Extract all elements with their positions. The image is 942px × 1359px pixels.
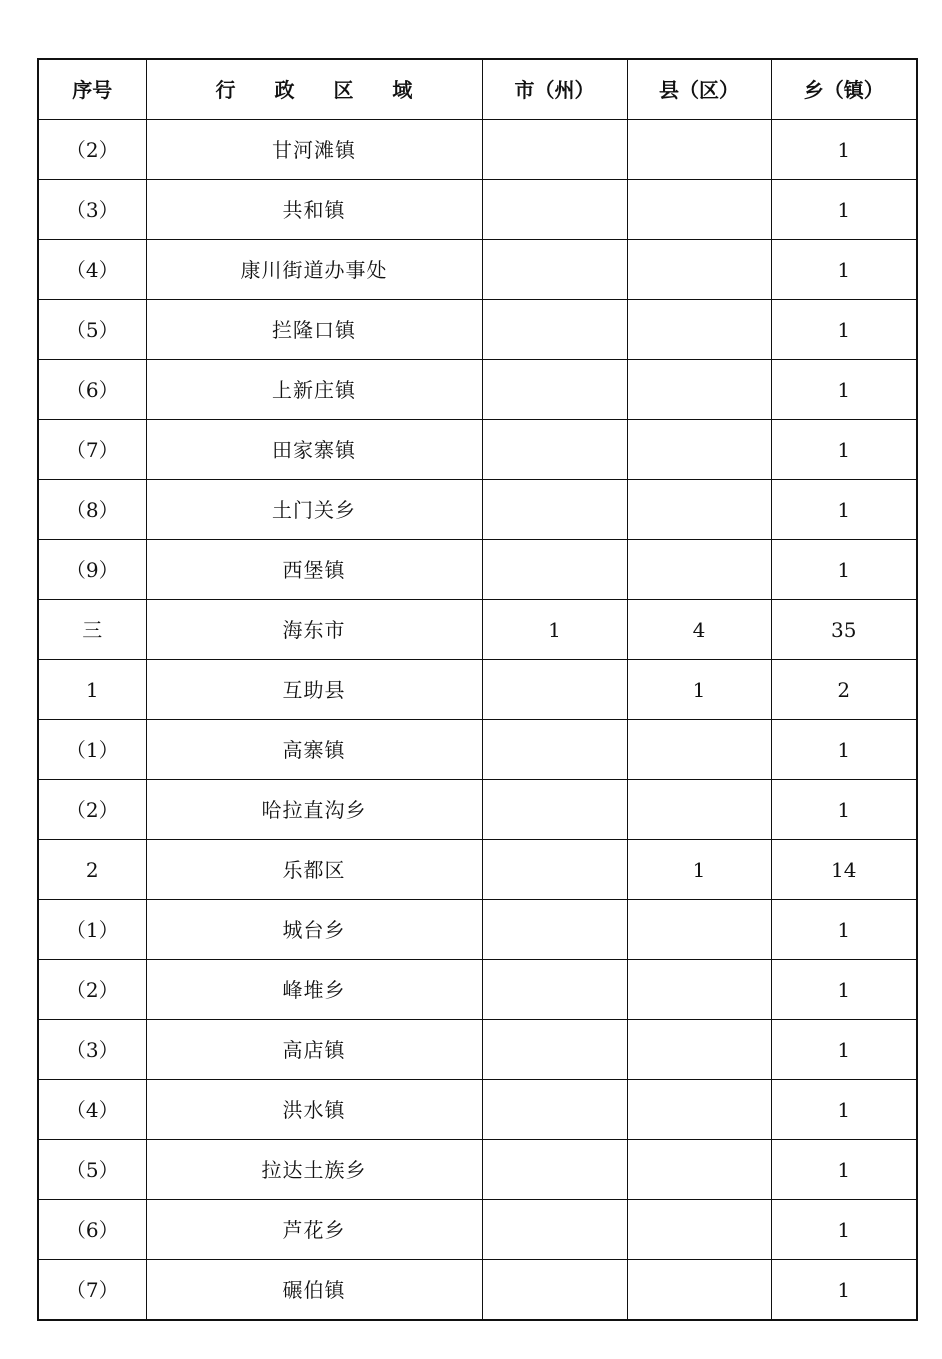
cell-region: 高寨镇 xyxy=(146,720,482,780)
cell-region: 拉达土族乡 xyxy=(146,1140,482,1200)
table-row xyxy=(38,780,917,840)
table-row xyxy=(38,720,917,780)
cell-region: 峰堆乡 xyxy=(146,960,482,1020)
cell-city xyxy=(482,540,627,600)
cell-county xyxy=(627,300,771,360)
cell-seq: （4） xyxy=(38,1080,146,1140)
cell-town: 1 xyxy=(771,900,917,960)
cell-town: 1 xyxy=(771,960,917,1020)
cell-city xyxy=(482,960,627,1020)
header-region: 行 政 区 域 xyxy=(146,59,482,120)
cell-county xyxy=(627,540,771,600)
cell-city xyxy=(482,240,627,300)
table-row xyxy=(38,1140,917,1200)
cell-county xyxy=(627,120,771,180)
cell-region: 拦隆口镇 xyxy=(146,300,482,360)
cell-region: 洪水镇 xyxy=(146,1080,482,1140)
cell-region: 互助县 xyxy=(146,660,482,720)
cell-town: 1 xyxy=(771,1200,917,1260)
cell-region: 城台乡 xyxy=(146,900,482,960)
cell-city xyxy=(482,180,627,240)
table-body xyxy=(38,120,917,1321)
cell-town: 1 xyxy=(771,1140,917,1200)
cell-county xyxy=(627,1080,771,1140)
administrative-region-table xyxy=(37,58,918,1321)
table-row xyxy=(38,1200,917,1260)
cell-city xyxy=(482,360,627,420)
cell-seq: （8） xyxy=(38,480,146,540)
cell-seq: （5） xyxy=(38,300,146,360)
cell-region: 甘河滩镇 xyxy=(146,120,482,180)
table-row xyxy=(38,240,917,300)
cell-city xyxy=(482,120,627,180)
cell-county xyxy=(627,960,771,1020)
cell-region: 上新庄镇 xyxy=(146,360,482,420)
table-row xyxy=(38,660,917,720)
cell-seq: （7） xyxy=(38,1260,146,1321)
cell-region: 哈拉直沟乡 xyxy=(146,780,482,840)
cell-town: 14 xyxy=(771,840,917,900)
cell-region: 土门关乡 xyxy=(146,480,482,540)
cell-city xyxy=(482,1020,627,1080)
cell-city xyxy=(482,780,627,840)
cell-county xyxy=(627,360,771,420)
cell-town: 1 xyxy=(771,1020,917,1080)
cell-seq: 1 xyxy=(38,660,146,720)
cell-region: 海东市 xyxy=(146,600,482,660)
cell-region: 田家寨镇 xyxy=(146,420,482,480)
cell-seq: （2） xyxy=(38,780,146,840)
table-row xyxy=(38,180,917,240)
cell-region: 西堡镇 xyxy=(146,540,482,600)
table-row xyxy=(38,1260,917,1321)
cell-city xyxy=(482,900,627,960)
cell-seq: （3） xyxy=(38,180,146,240)
cell-county: 1 xyxy=(627,660,771,720)
cell-county: 4 xyxy=(627,600,771,660)
cell-town: 1 xyxy=(771,780,917,840)
cell-city xyxy=(482,1140,627,1200)
cell-seq: 三 xyxy=(38,600,146,660)
cell-seq: （1） xyxy=(38,720,146,780)
cell-county xyxy=(627,420,771,480)
cell-town: 35 xyxy=(771,600,917,660)
cell-region: 康川街道办事处 xyxy=(146,240,482,300)
cell-county xyxy=(627,900,771,960)
table-row xyxy=(38,540,917,600)
cell-region: 乐都区 xyxy=(146,840,482,900)
cell-town: 1 xyxy=(771,180,917,240)
cell-town: 2 xyxy=(771,660,917,720)
cell-seq: （6） xyxy=(38,1200,146,1260)
cell-seq: （6） xyxy=(38,360,146,420)
cell-town: 1 xyxy=(771,420,917,480)
cell-county xyxy=(627,780,771,840)
table-row xyxy=(38,360,917,420)
table-row xyxy=(38,300,917,360)
cell-town: 1 xyxy=(771,240,917,300)
table-header xyxy=(38,59,917,120)
table-row xyxy=(38,600,917,660)
cell-town: 1 xyxy=(771,1260,917,1321)
table-row xyxy=(38,960,917,1020)
table-row xyxy=(38,840,917,900)
cell-town: 1 xyxy=(771,720,917,780)
header-seq: 序号 xyxy=(38,59,146,120)
cell-county xyxy=(627,1200,771,1260)
cell-county xyxy=(627,1140,771,1200)
cell-region: 高店镇 xyxy=(146,1020,482,1080)
cell-seq: （2） xyxy=(38,960,146,1020)
cell-seq: （1） xyxy=(38,900,146,960)
cell-seq: 2 xyxy=(38,840,146,900)
cell-region: 芦花乡 xyxy=(146,1200,482,1260)
cell-town: 1 xyxy=(771,540,917,600)
header-town: 乡（镇） xyxy=(771,59,917,120)
cell-city xyxy=(482,1260,627,1321)
cell-region: 碾伯镇 xyxy=(146,1260,482,1321)
cell-seq: （2） xyxy=(38,120,146,180)
cell-city xyxy=(482,420,627,480)
cell-seq: （7） xyxy=(38,420,146,480)
cell-seq: （3） xyxy=(38,1020,146,1080)
cell-county xyxy=(627,480,771,540)
cell-city xyxy=(482,840,627,900)
cell-city xyxy=(482,1200,627,1260)
header-county: 县（区） xyxy=(627,59,771,120)
cell-city xyxy=(482,660,627,720)
cell-county xyxy=(627,1020,771,1080)
cell-seq: （4） xyxy=(38,240,146,300)
cell-town: 1 xyxy=(771,1080,917,1140)
cell-city xyxy=(482,720,627,780)
cell-county xyxy=(627,720,771,780)
cell-county xyxy=(627,180,771,240)
table-row xyxy=(38,900,917,960)
cell-city: 1 xyxy=(482,600,627,660)
cell-city xyxy=(482,480,627,540)
cell-county: 1 xyxy=(627,840,771,900)
cell-county xyxy=(627,1260,771,1321)
cell-town: 1 xyxy=(771,360,917,420)
cell-region: 共和镇 xyxy=(146,180,482,240)
header-row xyxy=(38,59,917,120)
table-row xyxy=(38,1080,917,1140)
cell-city xyxy=(482,300,627,360)
cell-seq: （5） xyxy=(38,1140,146,1200)
table-row xyxy=(38,480,917,540)
cell-town: 1 xyxy=(771,480,917,540)
cell-seq: （9） xyxy=(38,540,146,600)
table-row xyxy=(38,120,917,180)
cell-town: 1 xyxy=(771,300,917,360)
table-row xyxy=(38,1020,917,1080)
table-row xyxy=(38,420,917,480)
cell-town: 1 xyxy=(771,120,917,180)
cell-city xyxy=(482,1080,627,1140)
header-city: 市（州） xyxy=(482,59,627,120)
cell-county xyxy=(627,240,771,300)
